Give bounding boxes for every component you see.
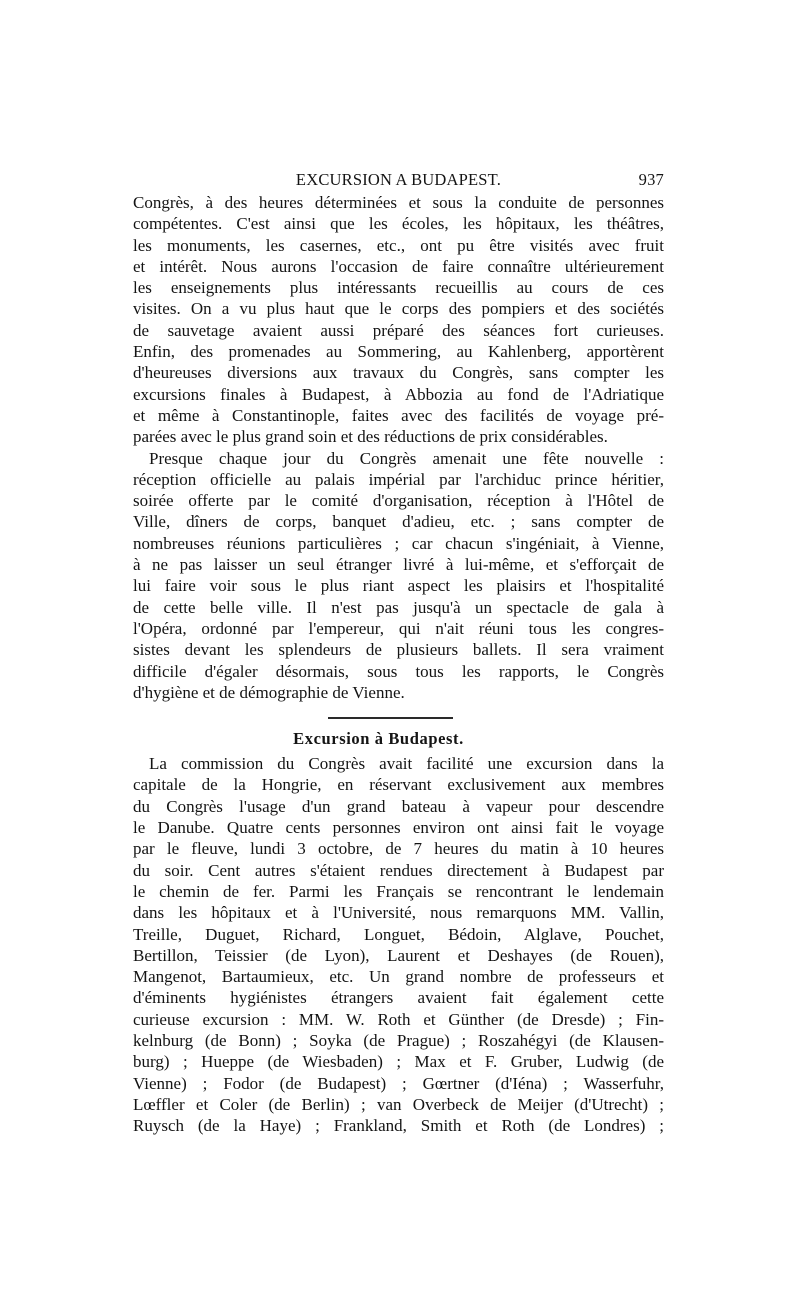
paragraph-congress-visits — [133, 192, 664, 448]
text-line: dans les hôpitaux et à l'Université, nous remarquons MM. Vallin, — [133, 903, 664, 923]
section-heading: Excursion à Budapest. — [293, 729, 464, 749]
text-line: les enseignements plus intéressants recueillis au cours de ces — [133, 278, 664, 298]
text-line: Congrès, à des heures déterminées et sous la conduite de personnes — [133, 193, 664, 212]
text-line: de cette belle ville. Il n'est pas jusqu'à un spectacle de gala à — [133, 597, 664, 617]
paragraph-budapest-excursion — [133, 753, 664, 1136]
text-line: Enfin, des promenades au Sommering, au Kahlenberg, apportèrent — [133, 342, 664, 362]
text-line: Lœffler et Coler (de Berlin) ; van Overbeck de Meijer (d'Utrecht) ; — [133, 1094, 664, 1114]
text-line: burg) ; Hueppe (de Wiesbaden) ; Max et F. Gruber, Ludwig (de — [133, 1052, 664, 1072]
running-title: EXCURSION A BUDAPEST. — [295, 170, 502, 189]
text-line: soirée offerte par le comité d'organisation, réception à l'Hôtel de — [133, 491, 664, 511]
text-line: kelnburg (de Bonn) ; Soyka (de Prague) ; Roszahégyi (de Klausen- — [133, 1030, 664, 1050]
text-line: d'éminents hygiénistes étrangers avaient fait également cette — [133, 988, 664, 1008]
text-line: le chemin de fer. Parmi les Français se rencontrant le lendemain — [133, 881, 664, 901]
text-line: Treille, Duguet, Richard, Longuet, Bédoin, Alglave, Pouchet, — [133, 924, 664, 944]
book-page — [133, 168, 664, 1136]
text-line: lui faire voir sous le plus riant aspect les plaisirs et l'hospitalité — [133, 576, 664, 596]
text-line: à ne pas laisser un seul étranger livré à lui-même, et s'efforçait de — [133, 555, 664, 575]
text-line: et même à Constantinople, faites avec des facilités de voyage pré- — [133, 405, 664, 425]
text-line: et intérêt. Nous aurons l'occasion de faire connaître ultérieurement — [133, 256, 664, 276]
text-line: par le fleuve, lundi 3 octobre, de 7 heures du matin à 10 heures — [133, 839, 664, 859]
text-line: excursions finales à Budapest, à Abbozia au fond de l'Adriatique — [133, 384, 664, 404]
section-divider — [328, 717, 453, 719]
text-line: du Congrès l'usage d'un grand bateau à vapeur pour descendre — [133, 796, 664, 816]
text-line: d'heureuses diversions aux travaux du Congrès, sans compter les — [133, 363, 664, 383]
text-line: l'Opéra, ordonné par l'empereur, qui n'ait réuni tous les congres- — [133, 618, 664, 638]
text-line: compétentes. C'est ainsi que les écoles, les hôpitaux, les théâtres, — [133, 214, 664, 234]
text-line: Ville, dîners de corps, banquet d'adieu, etc. ; sans compter de — [133, 512, 664, 532]
running-header — [133, 168, 664, 192]
page-number: 937 — [638, 170, 664, 189]
text-line: difficile d'égaler désormais, sous tous les rapports, le Congrès — [133, 661, 664, 681]
text-line: Vienne) ; Fodor (de Budapest) ; Gœrtner (d'Iéna) ; Wasserfuhr, — [133, 1073, 664, 1093]
text-line: sistes devant les splendeurs de plusieurs ballets. Il sera vraiment — [133, 640, 664, 660]
text-line: Bertillon, Teissier (de Lyon), Laurent et Deshayes (de Rouen), — [133, 945, 664, 965]
text-line: du soir. Cent autres s'étaient rendues directement à Budapest par — [133, 860, 664, 880]
text-line: de sauvetage avaient aussi préparé des séances fort curieuses. — [133, 320, 664, 340]
text-line: La commission du Congrès avait facilité une excursion dans la — [149, 754, 664, 774]
text-line: Ruysch (de la Haye) ; Frankland, Smith et Roth (de Londres) ; — [133, 1116, 664, 1136]
text-line: Presque chaque jour du Congrès amenait une fête nouvelle : — [149, 448, 664, 468]
text-line: curieuse excursion : MM. W. Roth et Günther (de Dresde) ; Fin- — [133, 1009, 664, 1029]
text-line: nombreuses réunions particulières ; car chacun s'ingéniait, à Vienne, — [133, 533, 664, 553]
text-line: capitale de la Hongrie, en réservant exclusivement aux membres — [133, 775, 664, 795]
text-line: Mangenot, Bartaumieux, etc. Un grand nombre de professeurs et — [133, 967, 664, 987]
text-line: parées avec le plus grand soin et des réductions de prix considérables. — [133, 427, 608, 447]
text-line: les monuments, les casernes, etc., ont pu être visités avec fruit — [133, 235, 664, 255]
text-line: d'hygiène et de démographie de Vienne. — [133, 682, 405, 702]
text-line: réception officielle au palais impérial par l'archiduc prince héritier, — [133, 469, 664, 489]
paragraph-festivities — [133, 448, 664, 704]
text-line: le Danube. Quatre cents personnes environ ont ainsi fait le voyage — [133, 818, 664, 838]
text-line: visites. On a vu plus haut que le corps des pompiers et des sociétés — [133, 299, 664, 319]
